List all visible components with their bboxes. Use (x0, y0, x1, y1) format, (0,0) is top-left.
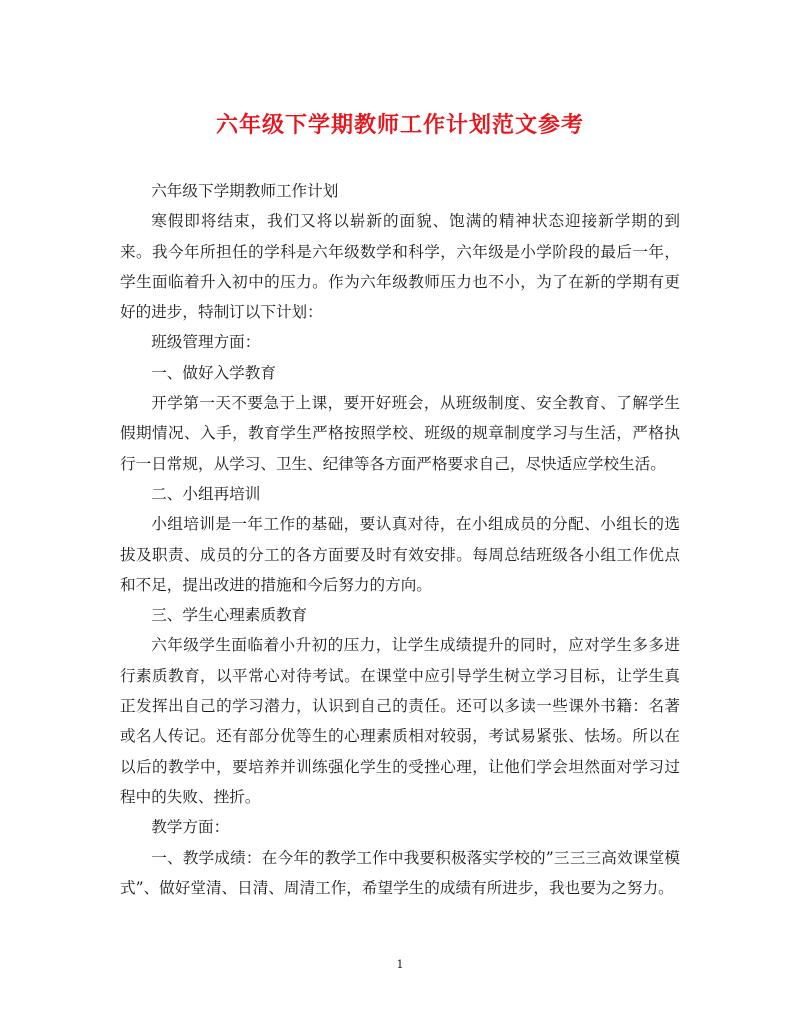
page-number: 1 (396, 958, 404, 971)
paragraph-section-3-heading: 三、学生心理素质教育 (151, 606, 308, 625)
paragraph-class-management: 班级管理方面： (151, 333, 261, 352)
paragraph-section-2-body: 小组培训是一年工作的基础，要认真对待，在小组成员的分配、小组长的选拔及职责、成员的分工的各方面要及时有效安排。每周总结班级各小组工作优点和不足，提出改进的措施和今后努力的方向。 (120, 515, 680, 594)
paragraph-section-1-heading: 一、做好入学教育 (151, 363, 276, 382)
paragraph-section-1-body: 开学第一天不要急于上课，要开好班会，从班级制度、安全教育、了解学生假期情况、入手，教育学生严格按照学校、班级的规章制度学习与生活，严格执行一日常规，从学习、卫生、纪律等各方面严格要求自己，尽快适应学校生活。 (120, 394, 680, 473)
paragraph-plan-heading: 六年级下学期教师工作计划 (151, 182, 339, 200)
document-title: 六年级下学期教师工作计划范文参考 (215, 112, 584, 138)
paragraph-intro: 寒假即将结束，我们又将以崭新的面貌、饱满的精神状态迎接新学期的到来。我今年所担任的学科是六年级数学和科学，六年级是小学阶段的最后一年，学生面临着升入初中的压力。作为六年级教师压力也不小，为了在新的学期有更好的进步，特制订以下计划： (120, 212, 680, 322)
paragraph-section-3-body: 六年级学生面临着小升初的压力，让学生成绩提升的同时，应对学生多多进行素质教育，以平常心对待考试。在课堂中应引导学生树立学习目标，让学生真正发挥出自己的学习潜力，认识到自己的责任。还可以多读一些课外书籍：名著或名人传记。还有部分优等生的心理素质相对较弱，考试易紧张、怯场。所以在以后的教学中，要培养并训练强化学生的受挫心理，让他们学会坦然面对学习过程中的失败、挫折。 (120, 636, 680, 806)
paragraph-teaching-heading: 教学方面： (151, 818, 230, 837)
paragraph-section-2-heading: 二、小组再培训 (151, 484, 261, 503)
document-body (120, 176, 680, 903)
paragraph-teaching-results: 一、教学成绩：在今年的教学工作中我要积极落实学校的”三三三高效课堂模式”、做好堂清、日清、周清工作，希望学生的成绩有所进步，我也要为之努力。 (120, 848, 680, 897)
